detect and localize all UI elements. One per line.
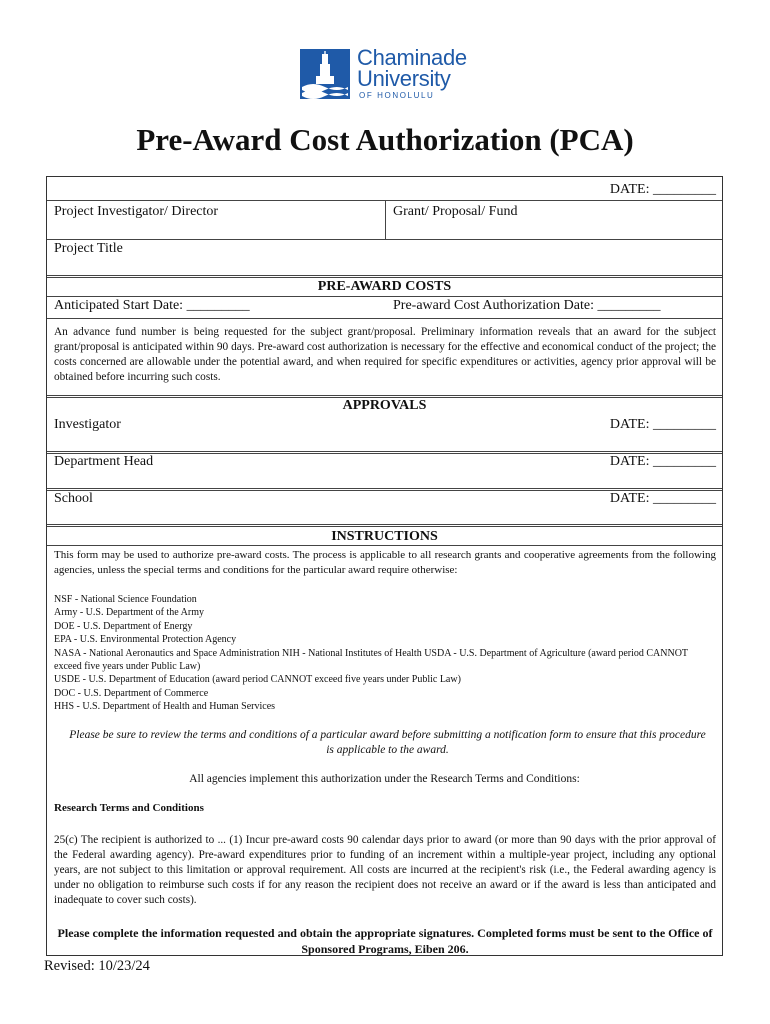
- list-item: HHS - U.S. Department of Health and Human Services: [54, 701, 276, 713]
- school-signature-field[interactable]: School: [54, 491, 93, 506]
- department-head-signature-field[interactable]: Department Head: [54, 454, 154, 469]
- school-date-field[interactable]: DATE: _________: [609, 491, 716, 506]
- pre-award-costs-heading: PRE-AWARD COSTS: [317, 279, 452, 294]
- list-item: USDE - U.S. Department of Education (award period CANNOT exceed five years under Public Law): [54, 674, 461, 686]
- list-item: EPA - U.S. Environmental Protection Agency: [54, 634, 237, 646]
- pre-award-description: An advance fund number is being requested for the subject grant/proposal. Preliminary information reveals that an award for the subject grant/proposal is anticipated within 90 days. Pre-award cost authorization is necessary for the effective and economical conduct of the project; the costs concerned are allowable under the potential award, and when required for specific expenditures or activities, agency prior approval will be obtained before incurring such costs.: [54, 326, 716, 383]
- revised-date: Revised: 10/23/24: [44, 958, 150, 974]
- list-item: Army - U.S. Department of the Army: [54, 607, 204, 619]
- chapel-logo-icon: [300, 49, 350, 99]
- logo-line-1: Chaminade: [357, 45, 467, 70]
- grant-proposal-fund-field[interactable]: Grant/ Proposal/ Fund: [393, 204, 518, 219]
- logo-line-3: OF HONOLULU: [359, 91, 435, 100]
- instructions-heading: INSTRUCTIONS: [331, 529, 438, 544]
- list-item: NASA - National Aeronautics and Space Administration NIH - National Institutes of Health USDA - U.S. Department of Agriculture (award period CANNOT exceed five years under Public Law): [54, 647, 688, 673]
- pca-date-field[interactable]: Pre-award Cost Authorization Date: _________: [393, 298, 661, 313]
- all-agencies-text: All agencies implement this authorization under the Research Terms and Conditions:: [189, 773, 580, 785]
- list-item: DOC - U.S. Department of Commerce: [54, 687, 209, 699]
- approvals-heading: APPROVALS: [342, 398, 427, 413]
- university-logo: [300, 47, 480, 101]
- anticipated-start-date-field[interactable]: Anticipated Start Date: _________: [54, 298, 250, 313]
- investigator-date-field[interactable]: DATE: _________: [609, 417, 716, 432]
- review-terms-note: Please be sure to review the terms and conditions of a particular award before submitting a notification form to ensure that this procedure is applicable to the award.: [69, 729, 706, 756]
- submission-instructions: Please complete the information requested and obtain the appropriate signatures. Completed forms must be sent to the Office of Sponsored Programs, Eiben 206.: [57, 926, 713, 956]
- project-investigator-field[interactable]: Project Investigator/ Director: [54, 204, 219, 219]
- project-title-field[interactable]: Project Title: [54, 241, 123, 256]
- instructions-intro: This form may be used to authorize pre-award costs. The process is applicable to all research grants and cooperative agreements from the following agencies, unless the special terms and conditions for the particular award require otherwise:: [54, 549, 716, 576]
- investigator-signature-field[interactable]: Investigator: [54, 417, 121, 432]
- agency-list: [54, 593, 712, 714]
- list-item: NSF - National Science Foundation: [54, 594, 197, 605]
- department-head-date-field[interactable]: DATE: _________: [609, 454, 716, 469]
- form-date-field[interactable]: DATE: _________: [609, 182, 716, 197]
- rtc-heading: Research Terms and Conditions: [54, 802, 204, 814]
- pca-form: [46, 176, 723, 956]
- rtc-text: 25(c) The recipient is authorized to ... (1) Incur pre-award costs 90 calendar days prior to award (or more than 90 days with the prior approval of the Federal awarding agency). Pre-award expenditures prior to funding of an increment within a multiple-year project, including any optional years, are not subject to this limitation or approval requirement. All costs are incurred at the recipient's risk (i.e., the Federal awarding agency is under no obligation to reimburse such costs if for any reason the recipient does not receive an award or if the award is less than anticipated and inadequate to cover such costs).: [54, 834, 716, 906]
- page-title: Pre-Award Cost Authorization (PCA): [136, 122, 634, 157]
- list-item: DOE - U.S. Department of Energy: [54, 620, 193, 632]
- logo-line-2: University: [357, 66, 451, 91]
